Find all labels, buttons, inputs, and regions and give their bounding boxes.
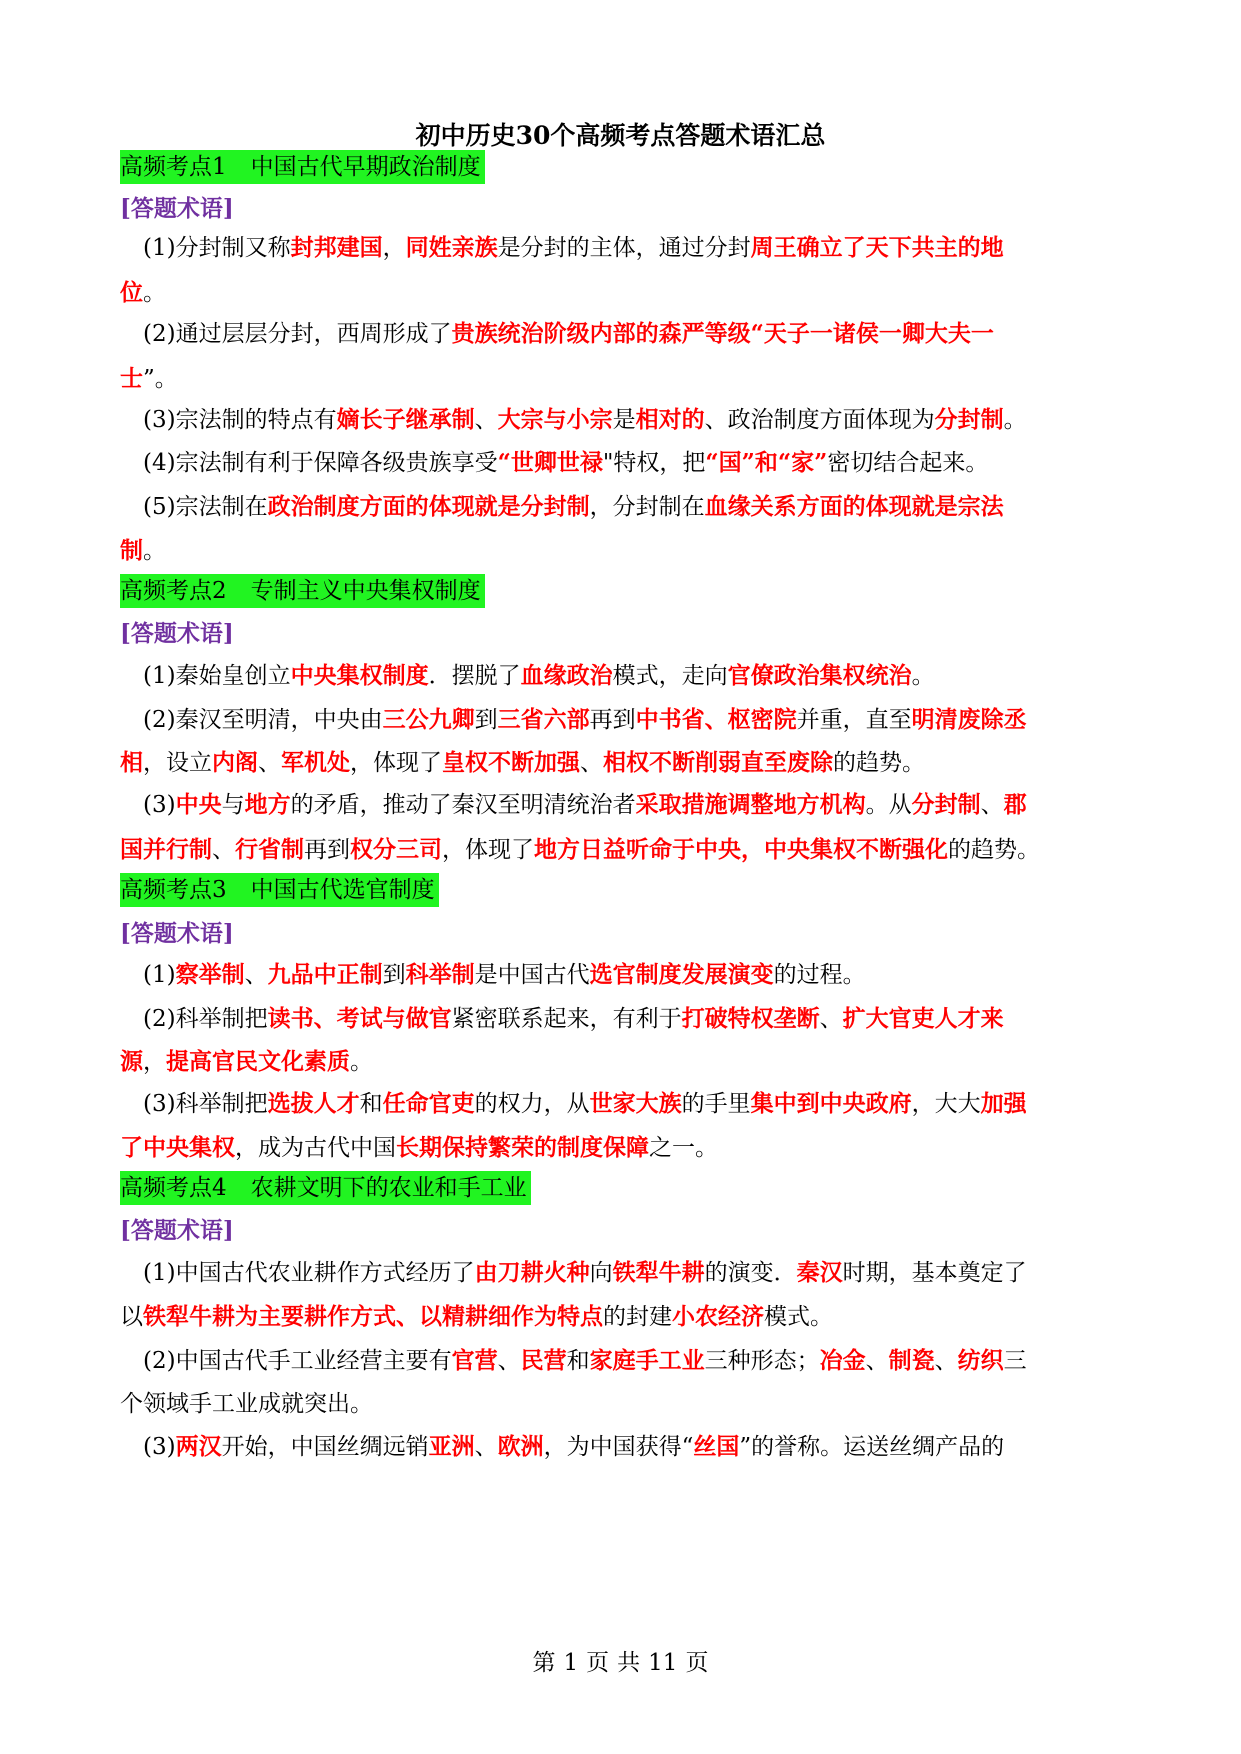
key-term: 血缘关系方面的体现就是宗法 xyxy=(704,493,1004,520)
paragraph-line xyxy=(143,788,1027,822)
key-term: 由刀耕火种 xyxy=(474,1259,590,1286)
key-term: 相权不断削弱直至废除 xyxy=(603,749,833,776)
key-term: 大宗与小宗 xyxy=(497,406,613,433)
paragraph-line xyxy=(120,1387,373,1421)
footer-ye: 页 xyxy=(586,1650,610,1676)
body-text: 是分封的主体，通过分封 xyxy=(497,235,751,261)
paragraph-line xyxy=(143,1002,1004,1036)
body-text: 的趋势。 xyxy=(833,750,925,776)
body-text: 与 xyxy=(221,792,245,818)
body-text: 再到 xyxy=(304,837,350,863)
key-term: 察举制 xyxy=(175,961,245,988)
body-text: ，设立 xyxy=(143,750,212,776)
section-number: 高频考点3 xyxy=(120,877,227,903)
key-term: 铁犁牛耕为主要耕作方式、以精耕细作为特点 xyxy=(143,1303,603,1330)
footer-di: 第 xyxy=(532,1650,556,1676)
key-term: 扩大官吏人才来 xyxy=(842,1005,1004,1032)
body-text: (1) xyxy=(143,962,176,988)
footer-gong: 共 xyxy=(617,1650,641,1676)
paragraph-line xyxy=(143,703,1027,737)
body-text: 以 xyxy=(120,1304,143,1330)
key-term: 周王确立了天下共主的地 xyxy=(750,234,1004,261)
paragraph-line xyxy=(120,1131,718,1165)
body-text: (1)秦始皇创立 xyxy=(143,663,291,689)
key-term: 官营 xyxy=(451,1347,498,1374)
body-text: ，体现了 xyxy=(350,750,442,776)
body-text: 的封建 xyxy=(603,1304,672,1330)
section-title: 农耕文明下的农业和手工业 xyxy=(250,1175,527,1201)
key-term: 士 xyxy=(120,365,143,392)
paragraph-line xyxy=(120,746,925,780)
key-term: 相 xyxy=(120,749,143,776)
answer-terms-label: [答题术语] xyxy=(120,920,234,947)
body-text: 。 xyxy=(143,280,166,306)
body-text: 之一。 xyxy=(649,1135,718,1161)
body-text: 并重，直至 xyxy=(796,707,912,733)
key-term: 打破特权垄断 xyxy=(681,1005,820,1032)
body-text: 的演变． xyxy=(704,1260,797,1286)
body-text: 的手里 xyxy=(681,1091,751,1117)
paragraph-line xyxy=(120,1300,833,1334)
key-term: 同姓亲族 xyxy=(405,234,498,261)
section-heading xyxy=(120,1171,531,1205)
section-title: 专制主义中央集权制度 xyxy=(250,578,481,604)
body-text: (3) xyxy=(143,1434,176,1460)
paragraph-line xyxy=(143,1256,1027,1290)
key-term: 贵族统治阶级内部的森严等级“天子一诸侯一卿大夫一 xyxy=(451,320,994,347)
body-text: ，成为古代中国 xyxy=(235,1135,396,1161)
body-text: "特权，把 xyxy=(602,450,706,476)
key-term: 丝国 xyxy=(693,1433,740,1460)
body-text: ，大大 xyxy=(911,1091,981,1117)
key-term: 三公九卿 xyxy=(382,706,475,733)
body-text: 、 xyxy=(474,1434,498,1460)
body-text: (3)科举制把 xyxy=(143,1091,268,1117)
paragraph-line xyxy=(143,490,1004,524)
paragraph-line xyxy=(120,534,166,568)
body-text: 、 xyxy=(258,750,281,776)
page-footer xyxy=(0,1646,1241,1680)
body-text: 、 xyxy=(934,1348,958,1374)
body-text: 紧密联系起来，有利于 xyxy=(451,1006,682,1032)
section-heading xyxy=(120,574,485,608)
key-term: 军机处 xyxy=(281,749,350,776)
section-heading xyxy=(120,873,439,907)
key-term: 了中央集权 xyxy=(120,1134,235,1161)
body-text: 、 xyxy=(980,792,1004,818)
key-term: 集中到中央政府 xyxy=(750,1090,912,1117)
footer-page-number: 1 xyxy=(563,1650,579,1676)
paragraph-line xyxy=(143,231,1004,265)
key-term: 小农经济 xyxy=(672,1303,764,1330)
body-text: (2)科举制把 xyxy=(143,1006,268,1032)
footer-total-pages: 11 xyxy=(648,1650,678,1676)
paragraph-line xyxy=(143,1344,1027,1378)
body-text: 。 xyxy=(350,1049,373,1075)
body-text: (3) xyxy=(143,792,176,818)
body-text: (1)分封制又称 xyxy=(143,235,291,261)
body-text: ”。 xyxy=(143,366,178,392)
body-text: (2)通过层层分封，西周形成了 xyxy=(143,321,452,347)
body-text: (4)宗法制有利于保障各级贵族享受 xyxy=(143,450,498,476)
document-title: 初中历史30个高频考点答题术语汇总 xyxy=(415,121,826,150)
body-text: 、 xyxy=(580,750,603,776)
body-text: ，体现了 xyxy=(442,837,534,863)
body-text: 模式。 xyxy=(764,1304,833,1330)
key-term: “国”和“家” xyxy=(705,449,828,476)
body-text: 向 xyxy=(589,1260,613,1286)
key-term: 冶金 xyxy=(819,1347,866,1374)
body-text: ，为中国获得“ xyxy=(543,1434,694,1460)
key-term: 行省制 xyxy=(235,836,304,863)
body-text: 开始，中国丝绸远销 xyxy=(221,1434,429,1460)
key-term: 亚洲 xyxy=(428,1433,475,1460)
key-term: 相对的 xyxy=(635,406,705,433)
body-text: 是中国古代 xyxy=(474,962,590,988)
body-text: 。 xyxy=(143,538,166,564)
key-term: 内阁 xyxy=(212,749,258,776)
body-text: ．摆脱了 xyxy=(428,663,521,689)
key-term: 国并行制 xyxy=(120,836,212,863)
key-term: 科举制 xyxy=(405,961,475,988)
key-term: 九品中正制 xyxy=(267,961,383,988)
paragraph-line xyxy=(143,1430,1004,1464)
key-term: 官僚政治集权统治 xyxy=(727,662,912,689)
body-text: 、 xyxy=(212,837,235,863)
key-term: 选官制度发展演变 xyxy=(589,961,774,988)
paragraph-line xyxy=(120,833,1040,867)
key-term: 制瓷 xyxy=(888,1347,935,1374)
key-term: 欧洲 xyxy=(497,1433,544,1460)
body-text: 密切结合起来。 xyxy=(827,450,989,476)
body-text: (1)中国古代农业耕作方式经历了 xyxy=(143,1260,475,1286)
key-term: 源 xyxy=(120,1048,143,1075)
body-text: 是 xyxy=(612,407,636,433)
key-term: “世卿世禄 xyxy=(497,449,603,476)
paragraph-line xyxy=(120,276,166,310)
body-text: 的趋势。 xyxy=(948,837,1040,863)
section-number: 高频考点4 xyxy=(120,1175,227,1201)
body-text: 到 xyxy=(474,707,498,733)
body-text: ”的誉称。运送丝绸产品的 xyxy=(739,1434,1005,1460)
key-term: 分封制 xyxy=(934,406,1004,433)
body-text: 和 xyxy=(566,1348,590,1374)
body-text: 、 xyxy=(865,1348,889,1374)
paragraph-line xyxy=(120,1045,373,1079)
body-text: 时期，基本奠定了 xyxy=(842,1260,1027,1286)
body-text: 模式，走向 xyxy=(612,663,728,689)
body-text: 。 xyxy=(911,663,935,689)
key-term: 地方 xyxy=(244,791,291,818)
key-term: 中央集权制度 xyxy=(290,662,429,689)
body-text: ， xyxy=(143,1049,166,1075)
key-term: 世家大族 xyxy=(589,1090,682,1117)
paragraph-line xyxy=(143,659,935,693)
key-term: 明清废除丞 xyxy=(911,706,1027,733)
answer-terms-label: [答题术语] xyxy=(120,1217,234,1244)
key-term: 封邦建国 xyxy=(290,234,383,261)
paragraph-line xyxy=(120,362,178,396)
body-text: ，分封制在 xyxy=(589,494,705,520)
key-term: 制 xyxy=(120,537,143,564)
key-term: 秦汉 xyxy=(796,1259,843,1286)
body-text: 三种形态； xyxy=(704,1348,820,1374)
key-term: 政治制度方面的体现就是分封制 xyxy=(267,493,590,520)
key-term: 铁犁牛耕 xyxy=(612,1259,705,1286)
body-text: 。 xyxy=(1003,407,1027,433)
body-text: (2)秦汉至明清，中央由 xyxy=(143,707,383,733)
key-term: 嫡长子继承制 xyxy=(336,406,475,433)
body-text: 、 xyxy=(474,407,498,433)
key-term: 家庭手工业 xyxy=(589,1347,705,1374)
key-term: 地方日益听命于中央，中央集权不断强化 xyxy=(534,836,948,863)
body-text: 个领域手工业成就突出。 xyxy=(120,1391,373,1417)
body-text: 、 xyxy=(819,1006,843,1032)
body-text: 和 xyxy=(359,1091,383,1117)
body-text: 再到 xyxy=(589,707,636,733)
key-term: 血缘政治 xyxy=(520,662,613,689)
body-text: ， xyxy=(382,235,406,261)
key-term: 中书省、枢密院 xyxy=(635,706,797,733)
key-term: 选拔人才 xyxy=(267,1090,360,1117)
paragraph-line xyxy=(143,446,988,480)
body-text: (3)宗法制的特点有 xyxy=(143,407,337,433)
paragraph-line xyxy=(143,317,994,351)
key-term: 任命官吏 xyxy=(382,1090,475,1117)
body-text: 。从 xyxy=(865,792,912,818)
key-term: 纺织 xyxy=(957,1347,1004,1374)
key-term: 采取措施调整地方机构 xyxy=(635,791,866,818)
body-text: 、 xyxy=(497,1348,521,1374)
body-text: 到 xyxy=(382,962,406,988)
key-term: 民营 xyxy=(520,1347,567,1374)
key-term: 中央 xyxy=(175,791,222,818)
body-text: (5)宗法制在 xyxy=(143,494,268,520)
section-heading xyxy=(120,150,485,184)
answer-terms-label: [答题术语] xyxy=(120,620,234,647)
paragraph-line xyxy=(143,403,1027,437)
key-term: 皇权不断加强 xyxy=(442,749,580,776)
answer-terms-label: [答题术语] xyxy=(120,195,234,222)
section-number: 高频考点2 xyxy=(120,578,227,604)
section-number: 高频考点1 xyxy=(120,154,227,180)
body-text: 的过程。 xyxy=(773,962,866,988)
body-text: 的权力，从 xyxy=(474,1091,590,1117)
body-text: (2)中国古代手工业经营主要有 xyxy=(143,1348,452,1374)
body-text: 、 xyxy=(244,962,268,988)
paragraph-line xyxy=(143,1087,1027,1121)
body-text: 、政治制度方面体现为 xyxy=(704,407,935,433)
key-term: 分封制 xyxy=(911,791,981,818)
key-term: 长期保持繁荣的制度保障 xyxy=(396,1134,649,1161)
key-term: 郡 xyxy=(1003,791,1027,818)
key-term: 加强 xyxy=(980,1090,1027,1117)
body-text: 三 xyxy=(1003,1348,1027,1374)
key-term: 两汉 xyxy=(175,1433,222,1460)
footer-ye2: 页 xyxy=(685,1650,709,1676)
paragraph-line xyxy=(143,958,866,992)
key-term: 三省六部 xyxy=(497,706,590,733)
key-term: 提高官民文化素质 xyxy=(166,1048,350,1075)
key-term: 位 xyxy=(120,279,143,306)
section-title: 中国古代选官制度 xyxy=(250,877,435,903)
body-text: 的矛盾，推动了秦汉至明清统治者 xyxy=(290,792,636,818)
key-term: 权分三司 xyxy=(350,836,442,863)
section-title: 中国古代早期政治制度 xyxy=(250,154,481,180)
key-term: 读书、考试与做官 xyxy=(267,1005,452,1032)
